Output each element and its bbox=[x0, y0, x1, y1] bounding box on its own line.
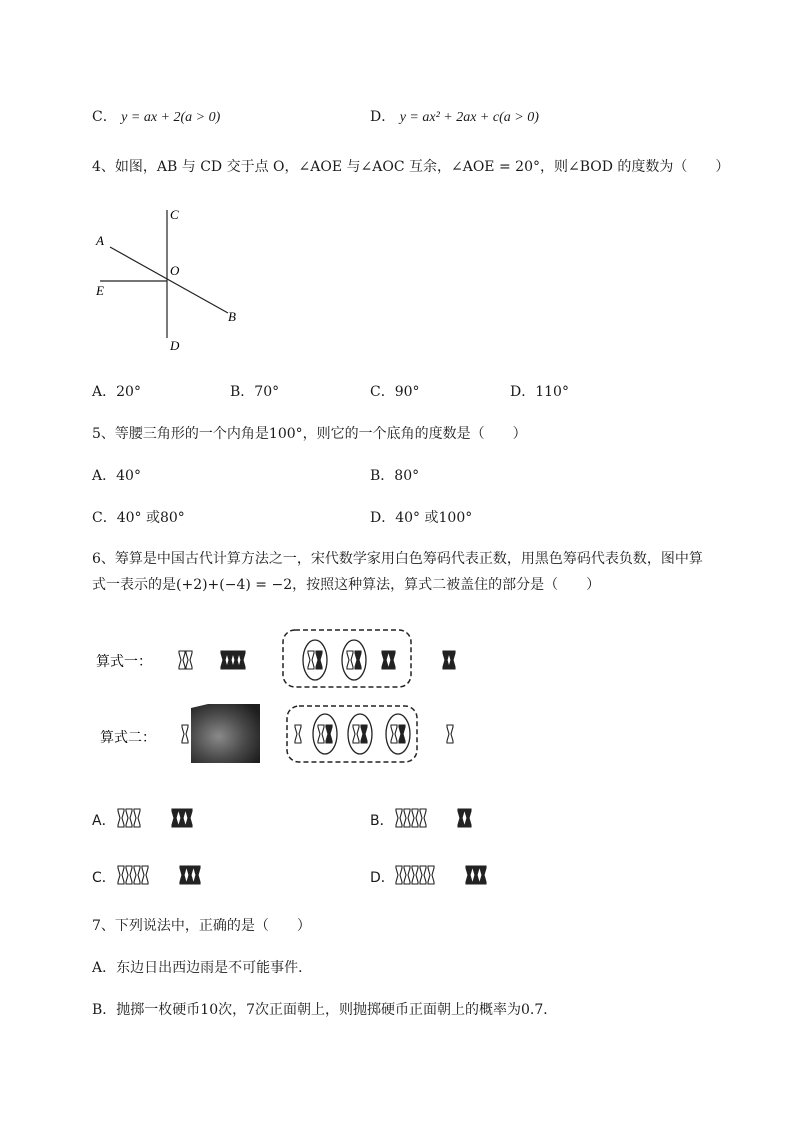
white-rod bbox=[134, 809, 140, 827]
q4-option-a: A．20° bbox=[92, 384, 141, 400]
q3-option-d bbox=[370, 108, 539, 127]
white-rod bbox=[428, 866, 434, 884]
q4-option-b: B．70° bbox=[230, 384, 280, 400]
black-rod bbox=[180, 866, 186, 884]
black-rod bbox=[466, 866, 472, 884]
option-label: D． bbox=[370, 109, 396, 125]
black-rod bbox=[172, 809, 178, 827]
q5-option-a: A．40° bbox=[92, 468, 141, 484]
formula2-label: 算式二： bbox=[100, 731, 156, 746]
q3-option-c bbox=[92, 108, 220, 127]
white-rod bbox=[396, 866, 402, 884]
q5-option-d: D．40° 或100° bbox=[370, 510, 473, 526]
q4-option-d: D．110° bbox=[510, 384, 569, 400]
q6-option-d-label: D． bbox=[370, 870, 395, 886]
white-rod bbox=[396, 809, 402, 827]
white-rod bbox=[118, 866, 124, 884]
paired-circle bbox=[386, 714, 410, 754]
white-rod bbox=[412, 809, 418, 827]
q4-geometry-figure bbox=[90, 200, 260, 360]
black-rod bbox=[480, 866, 486, 884]
white-rod bbox=[404, 866, 410, 884]
q6-stem-line1: 6、筹算是中国古代计算方法之一，宋代数学家用白色筹码代表正数，用黑色筹码代表负数，图中算 bbox=[92, 551, 703, 567]
q6-counting-rods-figure bbox=[90, 620, 530, 770]
q5-option-c: C．40° 或80° bbox=[92, 510, 185, 526]
label-c: C bbox=[170, 207, 179, 222]
formula2-result-rod bbox=[447, 725, 453, 743]
q4-stem: 4、如图，AB 与 CD 交于点 O，∠AOE 与∠AOC 互余，∠AOE = 20°，则∠BOD 的度数为（ ） bbox=[92, 159, 730, 175]
white-rod bbox=[126, 809, 132, 827]
q7-stem: 7、下列说法中，正确的是（ ） bbox=[92, 918, 311, 934]
formula: y = ax² + 2ax + c(a > 0) bbox=[399, 110, 539, 125]
q6-option-a-label: A． bbox=[92, 813, 116, 829]
white-rod bbox=[134, 866, 140, 884]
white-rod bbox=[404, 809, 410, 827]
q6-option-d-rods bbox=[393, 862, 523, 888]
paired-circle bbox=[303, 640, 327, 680]
formula: y = ax + 2(a > 0) bbox=[121, 110, 221, 125]
label-o: O bbox=[170, 263, 180, 278]
black-rod bbox=[194, 866, 200, 884]
label-b: B bbox=[228, 309, 236, 324]
label-d: D bbox=[170, 338, 180, 353]
formula1-label: 算式一： bbox=[96, 655, 152, 670]
black-rod bbox=[473, 866, 479, 884]
line-ab bbox=[110, 247, 228, 313]
paired-circle bbox=[342, 640, 366, 680]
black-rod bbox=[187, 866, 193, 884]
formula1-white-rods bbox=[179, 651, 192, 669]
white-rod bbox=[412, 866, 418, 884]
q7-option-a: A．东边日出西边雨是不可能事件． bbox=[92, 960, 313, 976]
q6-option-b-rods bbox=[393, 805, 503, 831]
formula1-result-rods bbox=[443, 651, 455, 669]
black-rod bbox=[465, 809, 471, 827]
black-rod bbox=[458, 809, 464, 827]
q6-option-c-rods bbox=[115, 862, 235, 888]
paired-circle bbox=[313, 714, 337, 754]
formula1-black-rods bbox=[221, 651, 245, 669]
white-rod bbox=[142, 866, 148, 884]
black-rod bbox=[179, 809, 185, 827]
label-e: E bbox=[96, 283, 104, 298]
q5-option-b: B．80° bbox=[370, 468, 420, 484]
formula2-white-rod bbox=[182, 725, 188, 743]
q6-option-b-label: B． bbox=[370, 813, 394, 829]
paired-circle bbox=[348, 714, 372, 754]
option-label: C． bbox=[92, 109, 117, 125]
q6-option-c-label: C． bbox=[92, 870, 116, 886]
white-rod bbox=[126, 866, 132, 884]
q4-option-c: C．90° bbox=[370, 384, 420, 400]
white-rod bbox=[420, 866, 426, 884]
q7-option-b: B．抛掷一枚硬币10次，7次正面朝上，则抛掷硬币正面朝上的概率为0.7． bbox=[92, 1002, 558, 1018]
white-rod bbox=[420, 809, 426, 827]
q5-stem: 5、等腰三角形的一个内角是100°，则它的一个底角的度数是（ ） bbox=[92, 426, 527, 442]
black-rod bbox=[186, 809, 192, 827]
white-rod bbox=[118, 809, 124, 827]
label-a: A bbox=[96, 233, 104, 248]
q6-option-a-rods bbox=[115, 805, 225, 831]
cover-patch bbox=[191, 704, 260, 763]
q6-stem-line2: 式一表示的是(+2)+(−4) = −2，按照这种算法，算式二被盖住的部分是（ ） bbox=[92, 577, 601, 593]
